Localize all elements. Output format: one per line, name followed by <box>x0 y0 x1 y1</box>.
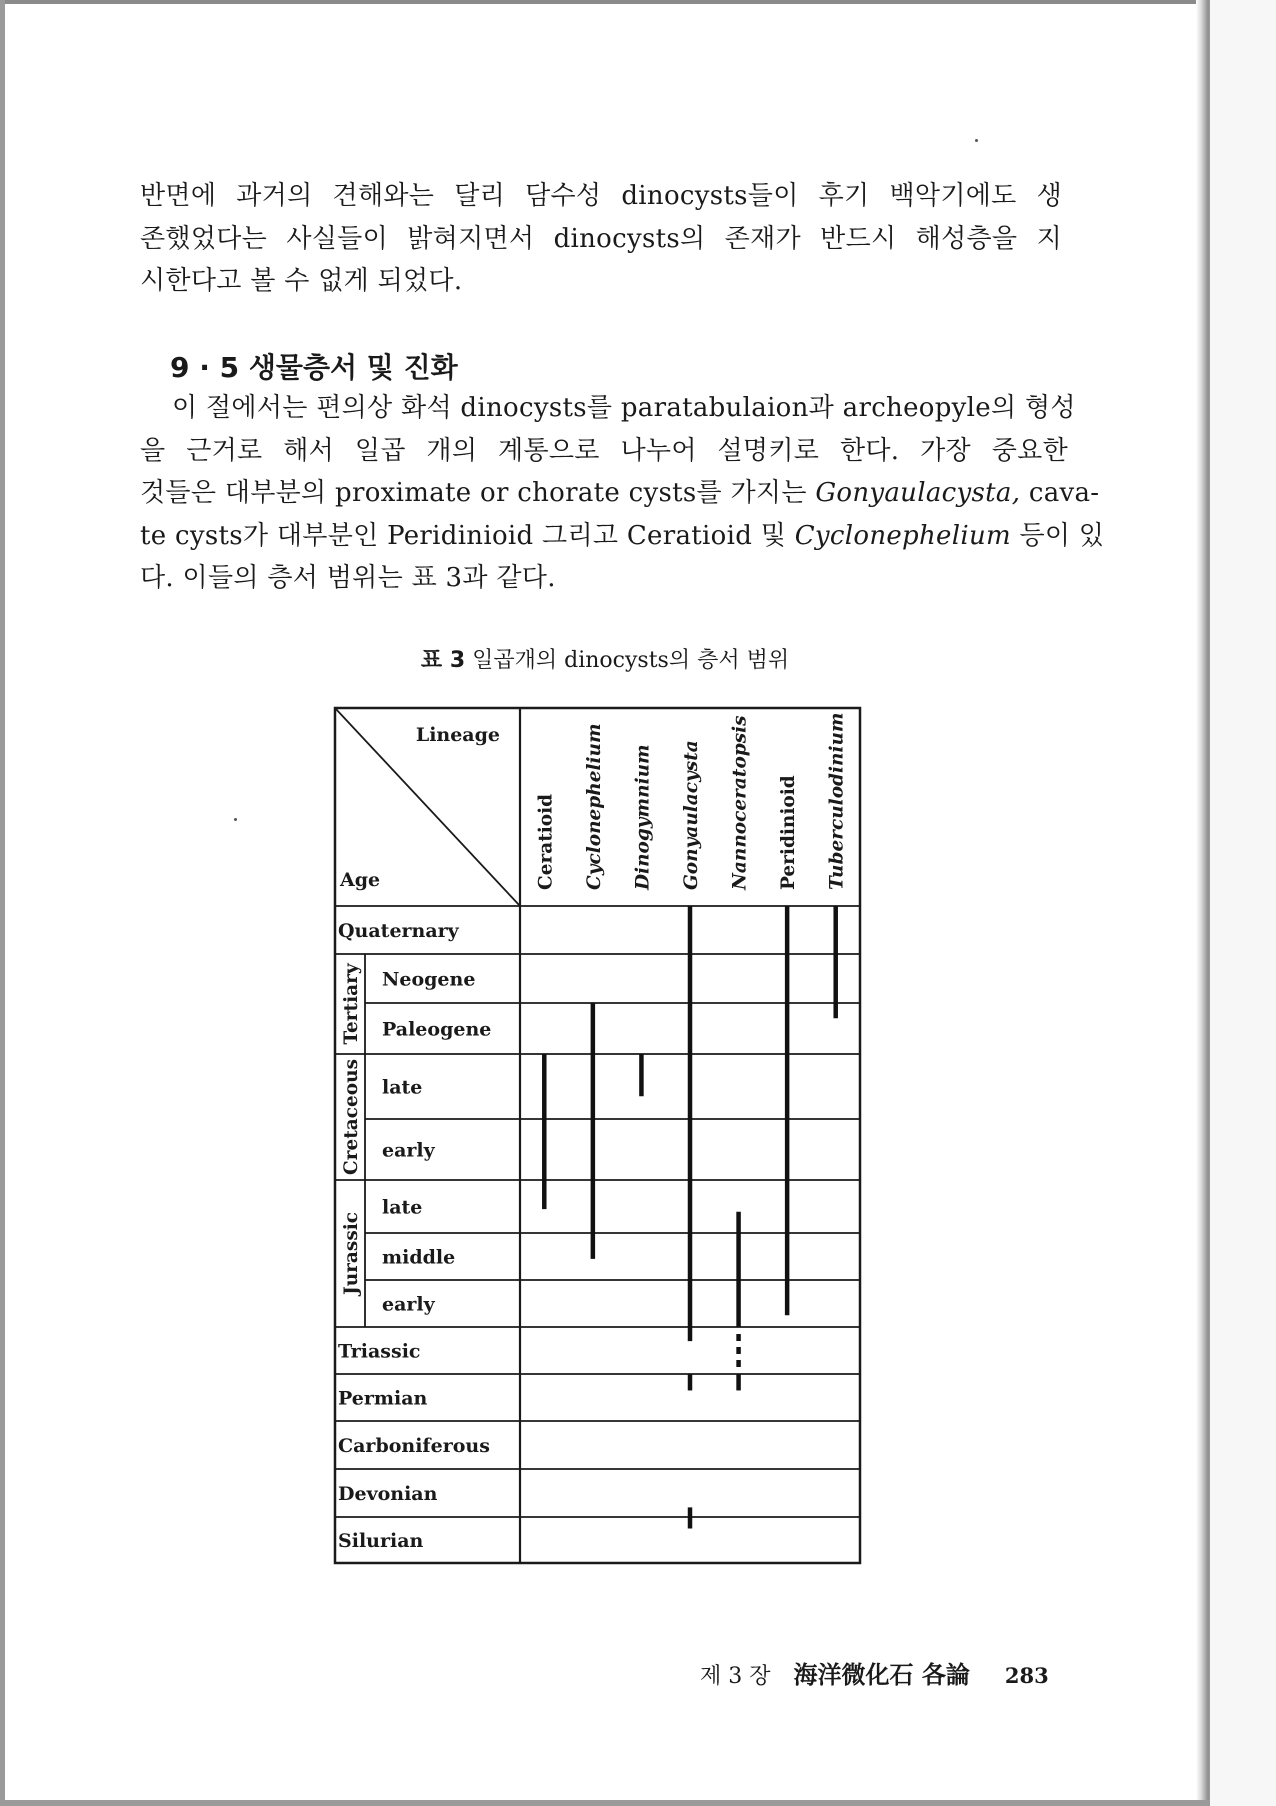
age-label: Neogene <box>382 968 476 991</box>
lineage-label: Gonyaulacysta <box>681 740 702 890</box>
lineage-header: Lineage <box>415 724 500 746</box>
text-run: te cysts가 대부분인 Peridinioid 그리고 Ceratioid 및 <box>140 520 795 551</box>
paragraph-1-line: 시한다고 볼 수 없게 되었다. <box>140 266 463 296</box>
period-group-label: Cretaceous <box>341 1058 362 1176</box>
footer-title: 海洋微化石 各論 <box>793 1660 970 1689</box>
lineage-label: Ceratioid <box>535 793 557 890</box>
lineage-label: Cyclonephelium <box>583 723 605 890</box>
paragraph-1-line: 존했었다는 사실들이 밝혀지면서 dinocysts의 존재가 반드시 해성층을 지 <box>140 223 1062 254</box>
age-header: Age <box>340 869 381 891</box>
age-label: Quaternary <box>338 920 459 942</box>
age-label: middle <box>382 1246 456 1269</box>
table-label: 표 3 <box>420 648 466 673</box>
lineage-label: Peridinioid <box>778 775 800 890</box>
paragraph-2-line: 을 근거로 해서 일곱 개의 계통으로 나누어 설명키로 한다. 가장 중요한 <box>140 435 1068 466</box>
page-footer <box>700 1655 1070 1690</box>
footer-chapter: 제 3 장 <box>700 1664 771 1689</box>
age-label: late <box>382 1196 423 1219</box>
text-run: 등이 있 <box>1010 520 1105 551</box>
age-label: Carboniferous <box>338 1435 490 1457</box>
chart-ranges <box>544 906 835 1529</box>
age-label: late <box>382 1076 423 1099</box>
lineage-label: Dinogymnium <box>632 744 654 890</box>
age-label: early <box>382 1293 435 1316</box>
paragraph-1-line: 반면에 과거의 견해와는 달리 담수성 dinocysts들이 후기 백악기에도 생 <box>140 181 1062 211</box>
age-label: Devonian <box>338 1483 438 1505</box>
page-number: 283 <box>1004 1663 1049 1688</box>
lineage-label: Tuberculodinium <box>826 712 848 890</box>
period-group-label: Tertiary <box>341 963 362 1045</box>
paragraph-2-line: 다. 이들의 층서 범위는 표 3과 같다. <box>140 563 556 593</box>
taxon-name: Gonyaulacysta, <box>815 478 1021 508</box>
table-caption-text: 일곱개의 dinocysts의 층서 범위 <box>472 648 790 673</box>
paragraph-2-line: 이 절에서는 편의상 화석 dinocysts를 paratabulaion과 archeopyle의 형성 <box>172 393 1076 423</box>
viewer-background <box>1210 0 1276 1806</box>
text-run: 것들은 대부분의 proximate or chorate cysts를 가지는 <box>140 478 816 508</box>
section-heading: 9 · 5 생물층서 및 진화 <box>170 351 458 384</box>
age-label: Silurian <box>338 1530 424 1552</box>
text-run: cava- <box>1020 478 1100 508</box>
age-label: early <box>382 1139 435 1162</box>
age-label: Permian <box>338 1387 428 1410</box>
period-group-label: Jurassic <box>341 1211 362 1296</box>
taxon-name: Cyclonephelium <box>794 520 1011 551</box>
age-label: Paleogene <box>382 1018 492 1041</box>
age-label: Triassic <box>338 1340 421 1363</box>
lineage-label: Nannoceratopsis <box>729 715 751 890</box>
